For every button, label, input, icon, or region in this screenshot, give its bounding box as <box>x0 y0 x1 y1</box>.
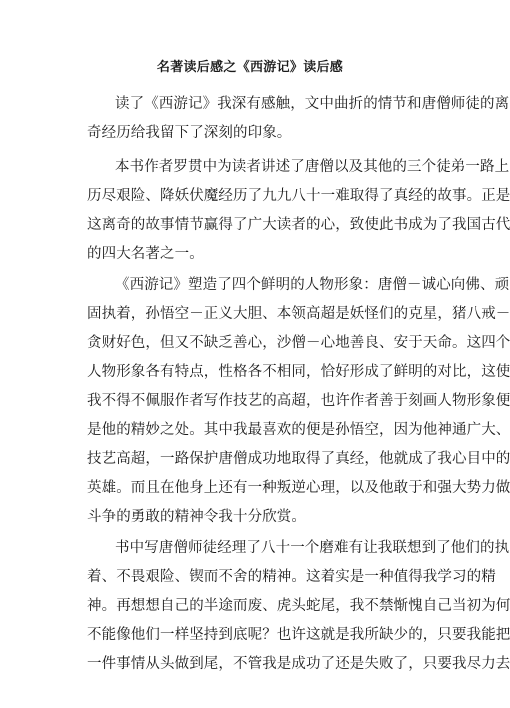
text-line: 本书作者罗贯中为读者讲述了唐僧以及其他的三个徒弟一路上 <box>115 159 510 175</box>
text-line: 我不得不佩服作者写作技艺的高超，也许作者善于刻画人物形象便 <box>87 393 510 409</box>
text-line: 贪财好色，但又不缺乏善心，沙僧－心地善良、安于天命。这四个 <box>87 335 510 351</box>
text-line: 不能像他们一样坚持到底呢？也许这就是我所缺少的，只要我能把 <box>87 627 510 643</box>
text-line: 奇经历给我留下了深刻的印象。 <box>87 125 292 141</box>
text-line: 固执着，孙悟空－正义大胆、本领高超是妖怪们的克星，猪八戒－ <box>87 306 510 322</box>
text-line: 这离奇的故事情节赢得了广大读者的心，致使此书成为了我国古代 <box>87 217 510 233</box>
page-title: 名著读后感之《西游记》读后感 <box>156 60 344 75</box>
text-line: 技艺高超，一路保护唐僧成功地取得了真经，他就成了我心目中的 <box>87 451 510 467</box>
paragraph-2 <box>87 153 510 269</box>
text-line: 着、不畏艰险、锲而不舍的精神。这着实是一种值得我学习的精 <box>87 569 496 585</box>
paragraph-3 <box>87 271 510 532</box>
text-line: 读了《西游记》我深有感触，文中曲折的情节和唐僧师徒的离 <box>115 96 510 112</box>
text-line: 一件事情从头做到尾，不管我是成功了还是失败了，只要我尽力去 <box>87 656 510 672</box>
text-line: 的四大名著之一。 <box>87 246 204 262</box>
paragraph-4 <box>87 534 510 679</box>
text-line: 斗争的勇敢的精神令我十分欣赏。 <box>87 509 306 525</box>
text-line: 神。再想想自己的半途而废、虎头蛇尾，我不禁惭愧自己当初为何 <box>87 598 510 614</box>
text-line: 《西游记》塑造了四个鲜明的人物形象：唐僧－诚心向佛、顽 <box>115 277 510 293</box>
text-line: 是他的精妙之处。其中我最喜欢的便是孙悟空，因为他神通广大、 <box>87 422 510 438</box>
text-line: 书中写唐僧师徒经理了八十一个磨难有让我联想到了他们的执 <box>115 540 510 556</box>
text-line: 历尽艰险、降妖伏魔经历了九九八十一难取得了真经的故事。正是 <box>87 188 510 204</box>
text-line: 英雄。而且在他身上还有一种叛逆心理，以及他敢于和强大势力做 <box>87 480 510 496</box>
paragraph-1 <box>87 90 510 148</box>
text-line: 人物形象各有特点，性格各不相同，恰好形成了鲜明的对比，这使 <box>87 364 510 380</box>
